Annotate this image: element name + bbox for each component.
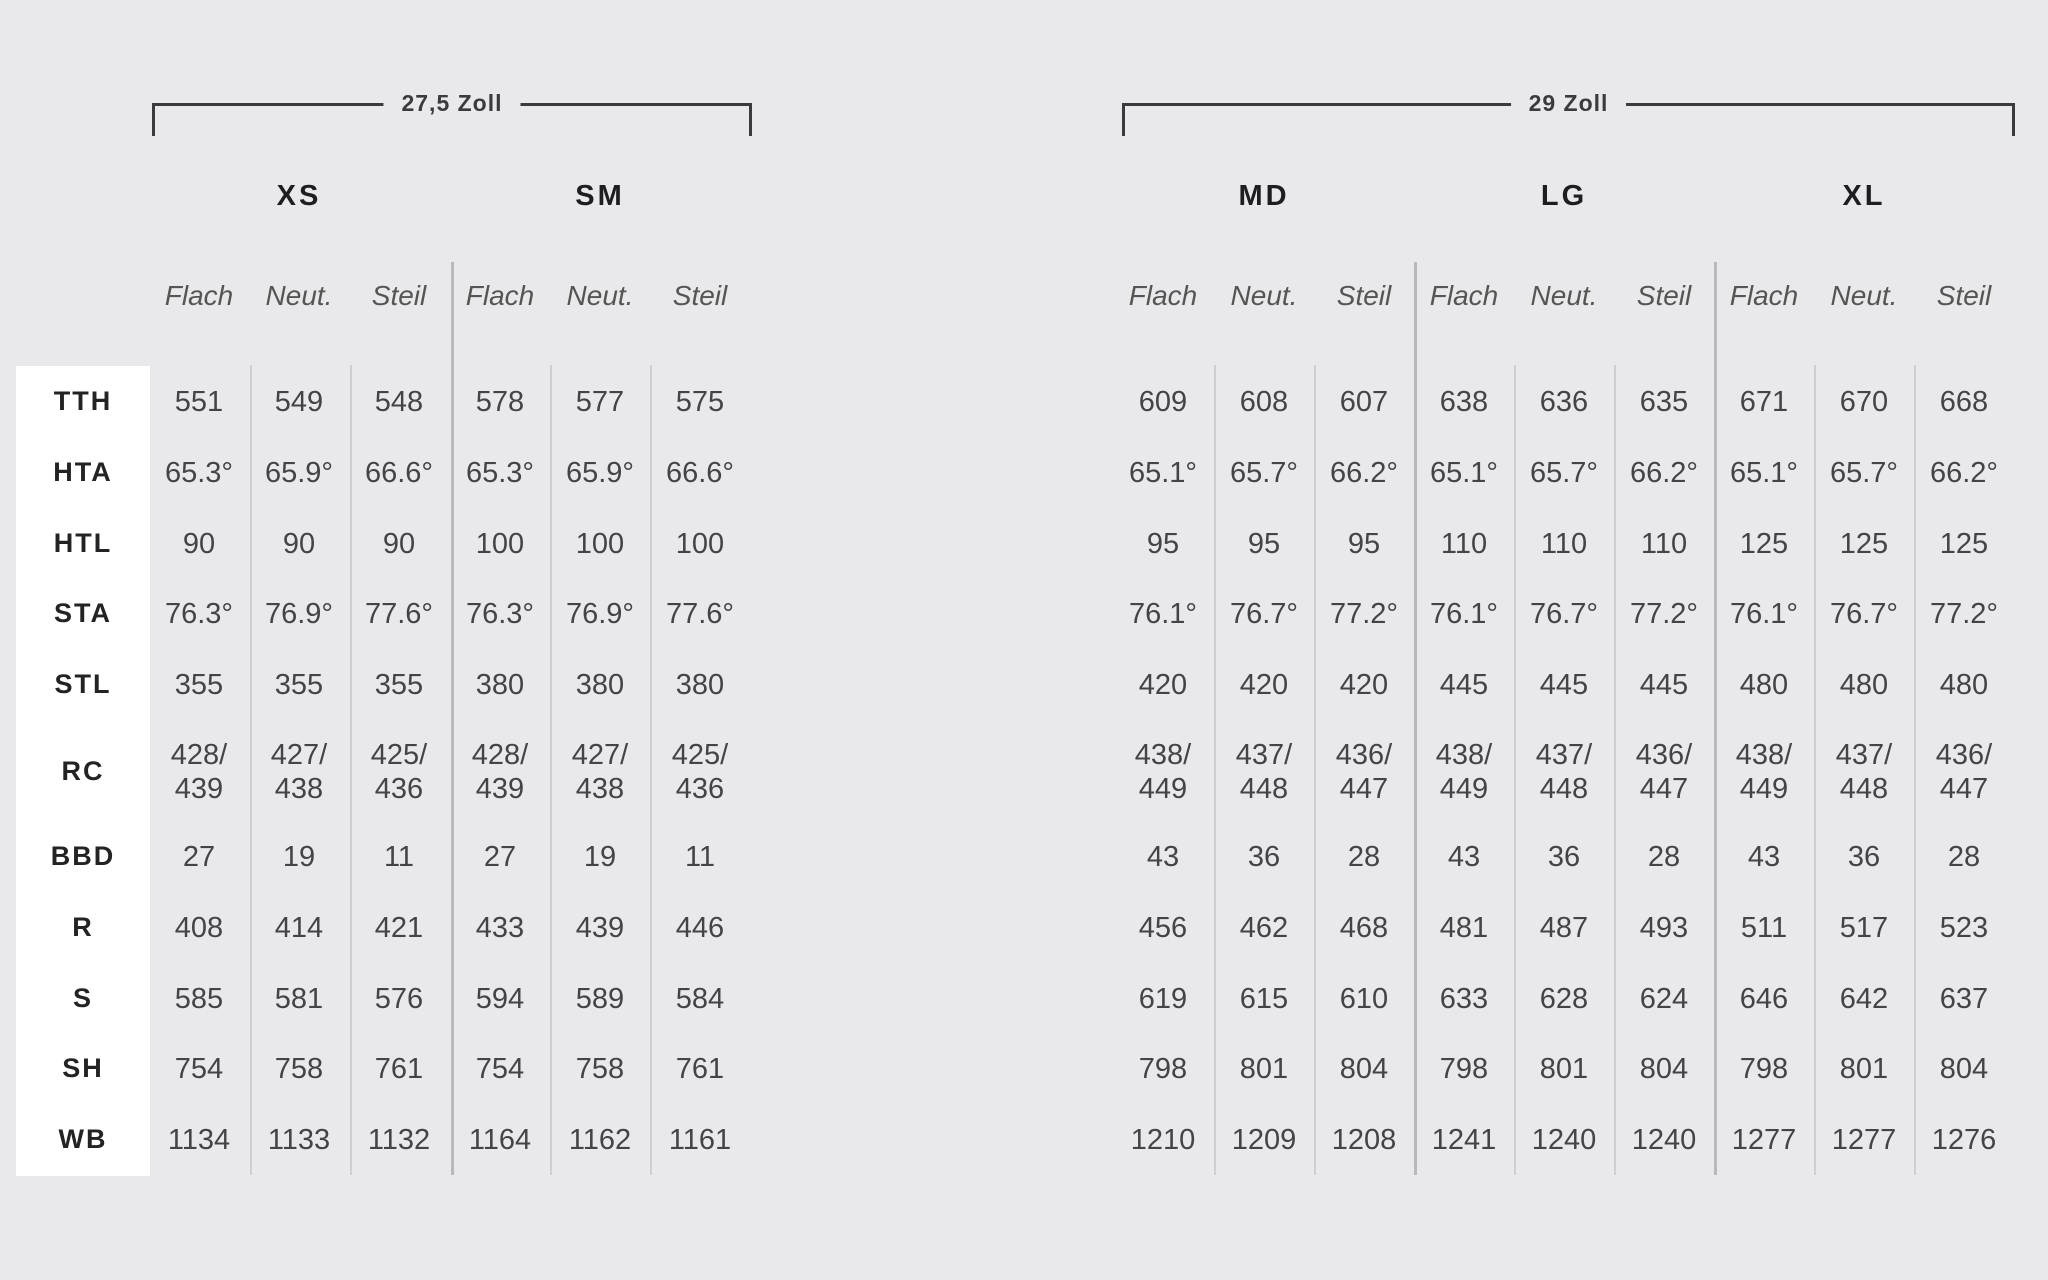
table-cell: 65.9°: [565, 457, 635, 489]
variant-header: Steil: [672, 280, 728, 311]
table-cell: 549: [274, 386, 324, 418]
table-cell: 801: [1239, 1053, 1289, 1085]
variant-header: Flach: [465, 280, 535, 311]
variant-header: Steil: [1936, 280, 1992, 311]
table-cell: 66.2°: [1629, 457, 1699, 489]
table-cell: 624: [1639, 983, 1689, 1015]
table-cell: 125: [1739, 528, 1789, 560]
table-cell: 609: [1138, 386, 1188, 418]
table-cell: 668: [1939, 386, 1989, 418]
table-cell: 511: [1740, 912, 1788, 944]
table-cell: 584: [675, 983, 725, 1015]
table-cell: 445: [1439, 669, 1489, 701]
table-cell: 66.6°: [364, 457, 434, 489]
table-cell: 619: [1138, 983, 1188, 1015]
variant-header: Neut.: [1830, 280, 1898, 311]
table-cell: 480: [1939, 669, 1989, 701]
table-cell: 758: [274, 1053, 324, 1085]
table-cell: 1276: [1931, 1124, 1997, 1156]
table-cell: 425/ 436: [370, 739, 428, 805]
row-label: WB: [58, 1124, 108, 1154]
group-bracket-27-5: [152, 90, 752, 136]
table-cell: 100: [575, 528, 625, 560]
row-label: R: [72, 912, 94, 942]
table-cell: 437/ 448: [1235, 739, 1293, 805]
table-cell: 43: [1747, 841, 1781, 873]
table-cell: 76.7°: [1529, 598, 1599, 630]
table-cell: 637: [1939, 983, 1989, 1015]
table-cell: 636: [1539, 386, 1589, 418]
table-cell: 480: [1839, 669, 1889, 701]
table-cell: 65.7°: [1229, 457, 1299, 489]
table-cell: 517: [1839, 912, 1889, 944]
table-cell: 456: [1138, 912, 1188, 944]
table-cell: 671: [1739, 386, 1789, 418]
variant-header: Steil: [371, 280, 427, 311]
table-cell: 577: [575, 386, 625, 418]
table-cell: 1132: [367, 1124, 431, 1156]
table-cell: 380: [675, 669, 725, 701]
table-cell: 19: [583, 841, 617, 873]
table-cell: 798: [1138, 1053, 1188, 1085]
table-cell: 65.9°: [264, 457, 334, 489]
size-header: XS: [276, 180, 322, 212]
table-cell: 646: [1739, 983, 1789, 1015]
variant-header: Neut.: [265, 280, 333, 311]
table-cell: 1277: [1831, 1124, 1897, 1156]
table-cell: 95: [1247, 528, 1281, 560]
table-cell: 43: [1146, 841, 1180, 873]
table-cell: 95: [1347, 528, 1381, 560]
group-label: 29 Zoll: [1511, 90, 1627, 117]
table-cell: 635: [1639, 386, 1689, 418]
table-cell: 28: [1647, 841, 1681, 873]
table-cell: 355: [374, 669, 424, 701]
table-cell: 355: [174, 669, 224, 701]
variant-header: Flach: [1729, 280, 1799, 311]
table-cell: 425/ 436: [671, 739, 729, 805]
table-cell: 754: [475, 1053, 525, 1085]
table-cell: 487: [1539, 912, 1589, 944]
group-bracket-29: [1122, 90, 2015, 136]
table-cell: 77.6°: [665, 598, 735, 630]
table-cell: 414: [274, 912, 324, 944]
table-cell: 1277: [1731, 1124, 1797, 1156]
table-cell: 754: [174, 1053, 224, 1085]
table-cell: 380: [575, 669, 625, 701]
table-cell: 421: [374, 912, 424, 944]
group-label: 27,5 Zoll: [383, 90, 520, 117]
table-cell: 589: [575, 983, 625, 1015]
table-cell: 36: [1847, 841, 1881, 873]
table-cell: 437/ 448: [1535, 739, 1593, 805]
table-cell: 36: [1547, 841, 1581, 873]
variant-header: Neut.: [1530, 280, 1598, 311]
row-label: BBD: [50, 841, 116, 871]
table-cell: 642: [1839, 983, 1889, 1015]
row-label: S: [72, 983, 93, 1013]
table-cell: 481: [1439, 912, 1489, 944]
table-cell: 90: [382, 528, 416, 560]
table-cell: 1134: [167, 1124, 231, 1156]
table-cell: 28: [1947, 841, 1981, 873]
table-cell: 1209: [1231, 1124, 1297, 1156]
variant-header: Steil: [1336, 280, 1392, 311]
table-cell: 125: [1839, 528, 1889, 560]
table-cell: 1241: [1431, 1124, 1497, 1156]
table-cell: 11: [684, 841, 716, 873]
table-cell: 610: [1339, 983, 1389, 1015]
table-cell: 585: [174, 983, 224, 1015]
table-cell: 65.1°: [1429, 457, 1499, 489]
variant-header: Flach: [164, 280, 234, 311]
table-cell: 427/ 438: [571, 739, 629, 805]
table-cell: 66.6°: [665, 457, 735, 489]
table-cell: 607: [1339, 386, 1389, 418]
table-cell: 420: [1339, 669, 1389, 701]
table-cell: 43: [1447, 841, 1481, 873]
table-cell: 628: [1539, 983, 1589, 1015]
table-cell: 523: [1939, 912, 1989, 944]
table-cell: 436/ 447: [1635, 739, 1693, 805]
table-cell: 480: [1739, 669, 1789, 701]
table-cell: 438/ 449: [1735, 739, 1793, 805]
size-header: SM: [575, 180, 625, 212]
table-cell: 1161: [668, 1124, 732, 1156]
table-cell: 798: [1439, 1053, 1489, 1085]
table-cell: 77.2°: [1629, 598, 1699, 630]
table-cell: 438/ 449: [1435, 739, 1493, 805]
table-cell: 19: [282, 841, 316, 873]
variant-header: Neut.: [566, 280, 634, 311]
table-cell: 761: [374, 1053, 424, 1085]
table-cell: 445: [1639, 669, 1689, 701]
table-cell: 798: [1739, 1053, 1789, 1085]
table-cell: 90: [282, 528, 316, 560]
table-cell: 95: [1146, 528, 1180, 560]
table-cell: 420: [1239, 669, 1289, 701]
table-cell: 11: [383, 841, 415, 873]
table-cell: 468: [1339, 912, 1389, 944]
table-cell: 110: [1540, 528, 1588, 560]
table-cell: 76.3°: [465, 598, 535, 630]
table-cell: 77.6°: [364, 598, 434, 630]
table-cell: 1210: [1130, 1124, 1196, 1156]
table-cell: 638: [1439, 386, 1489, 418]
table-cell: 804: [1339, 1053, 1389, 1085]
table-cell: 420: [1138, 669, 1188, 701]
table-cell: 65.3°: [164, 457, 234, 489]
table-cell: 36: [1247, 841, 1281, 873]
table-cell: 438/ 449: [1134, 739, 1192, 805]
table-cell: 110: [1640, 528, 1688, 560]
row-label: TTH: [53, 386, 113, 416]
table-cell: 408: [174, 912, 224, 944]
table-cell: 801: [1539, 1053, 1589, 1085]
variant-header: Steil: [1636, 280, 1692, 311]
table-cell: 1133: [267, 1124, 331, 1156]
table-cell: 65.1°: [1128, 457, 1198, 489]
table-cell: 633: [1439, 983, 1489, 1015]
table-cell: 437/ 448: [1835, 739, 1893, 805]
table-cell: 493: [1639, 912, 1689, 944]
table-cell: 110: [1440, 528, 1488, 560]
table-cell: 77.2°: [1929, 598, 1999, 630]
table-cell: 76.7°: [1829, 598, 1899, 630]
table-cell: 65.1°: [1729, 457, 1799, 489]
row-label: SH: [62, 1053, 104, 1083]
table-cell: 125: [1939, 528, 1989, 560]
size-header: MD: [1238, 180, 1290, 212]
table-cell: 1162: [568, 1124, 632, 1156]
table-cell: 76.9°: [264, 598, 334, 630]
table-cell: 439: [575, 912, 625, 944]
variant-header: Flach: [1128, 280, 1198, 311]
table-cell: 445: [1539, 669, 1589, 701]
table-cell: 65.7°: [1829, 457, 1899, 489]
table-cell: 670: [1839, 386, 1889, 418]
table-cell: 551: [174, 386, 224, 418]
table-cell: 66.2°: [1929, 457, 1999, 489]
table-cell: 428/ 439: [170, 739, 228, 805]
table-cell: 1208: [1331, 1124, 1397, 1156]
table-cell: 76.9°: [565, 598, 635, 630]
table-cell: 462: [1239, 912, 1289, 944]
table-cell: 1240: [1631, 1124, 1697, 1156]
row-label: HTL: [53, 528, 113, 558]
variant-header: Neut.: [1230, 280, 1298, 311]
table-cell: 758: [575, 1053, 625, 1085]
table-cell: 804: [1939, 1053, 1989, 1085]
table-cell: 76.3°: [164, 598, 234, 630]
row-label: STL: [54, 669, 112, 699]
table-cell: 548: [374, 386, 424, 418]
table-cell: 433: [475, 912, 525, 944]
table-cell: 380: [475, 669, 525, 701]
table-cell: 66.2°: [1329, 457, 1399, 489]
table-cell: 615: [1239, 983, 1289, 1015]
table-cell: 1164: [468, 1124, 532, 1156]
size-header: XL: [1842, 180, 1886, 212]
variant-header: Flach: [1429, 280, 1499, 311]
table-cell: 576: [374, 983, 424, 1015]
table-cell: 100: [675, 528, 725, 560]
table-cell: 76.1°: [1729, 598, 1799, 630]
table-cell: 76.7°: [1229, 598, 1299, 630]
table-cell: 27: [182, 841, 216, 873]
table-cell: 355: [274, 669, 324, 701]
row-label: HTA: [53, 457, 113, 487]
table-cell: 76.1°: [1128, 598, 1198, 630]
table-cell: 436/ 447: [1935, 739, 1993, 805]
table-cell: 76.1°: [1429, 598, 1499, 630]
table-cell: 100: [475, 528, 525, 560]
size-header: LG: [1540, 180, 1588, 212]
table-cell: 575: [675, 386, 725, 418]
table-cell: 1240: [1531, 1124, 1597, 1156]
row-label: RC: [61, 756, 105, 786]
table-cell: 761: [675, 1053, 725, 1085]
table-cell: 77.2°: [1329, 598, 1399, 630]
table-cell: 428/ 439: [471, 739, 529, 805]
table-cell: 90: [182, 528, 216, 560]
table-cell: 801: [1839, 1053, 1889, 1085]
table-cell: 608: [1239, 386, 1289, 418]
table-cell: 581: [274, 983, 324, 1015]
table-cell: 594: [475, 983, 525, 1015]
table-cell: 427/ 438: [270, 739, 328, 805]
table-cell: 578: [475, 386, 525, 418]
row-label: STA: [54, 598, 112, 628]
table-cell: 436/ 447: [1335, 739, 1393, 805]
table-cell: 65.3°: [465, 457, 535, 489]
table-cell: 28: [1347, 841, 1381, 873]
table-cell: 446: [675, 912, 725, 944]
table-cell: 27: [483, 841, 517, 873]
table-cell: 804: [1639, 1053, 1689, 1085]
table-cell: 65.7°: [1529, 457, 1599, 489]
